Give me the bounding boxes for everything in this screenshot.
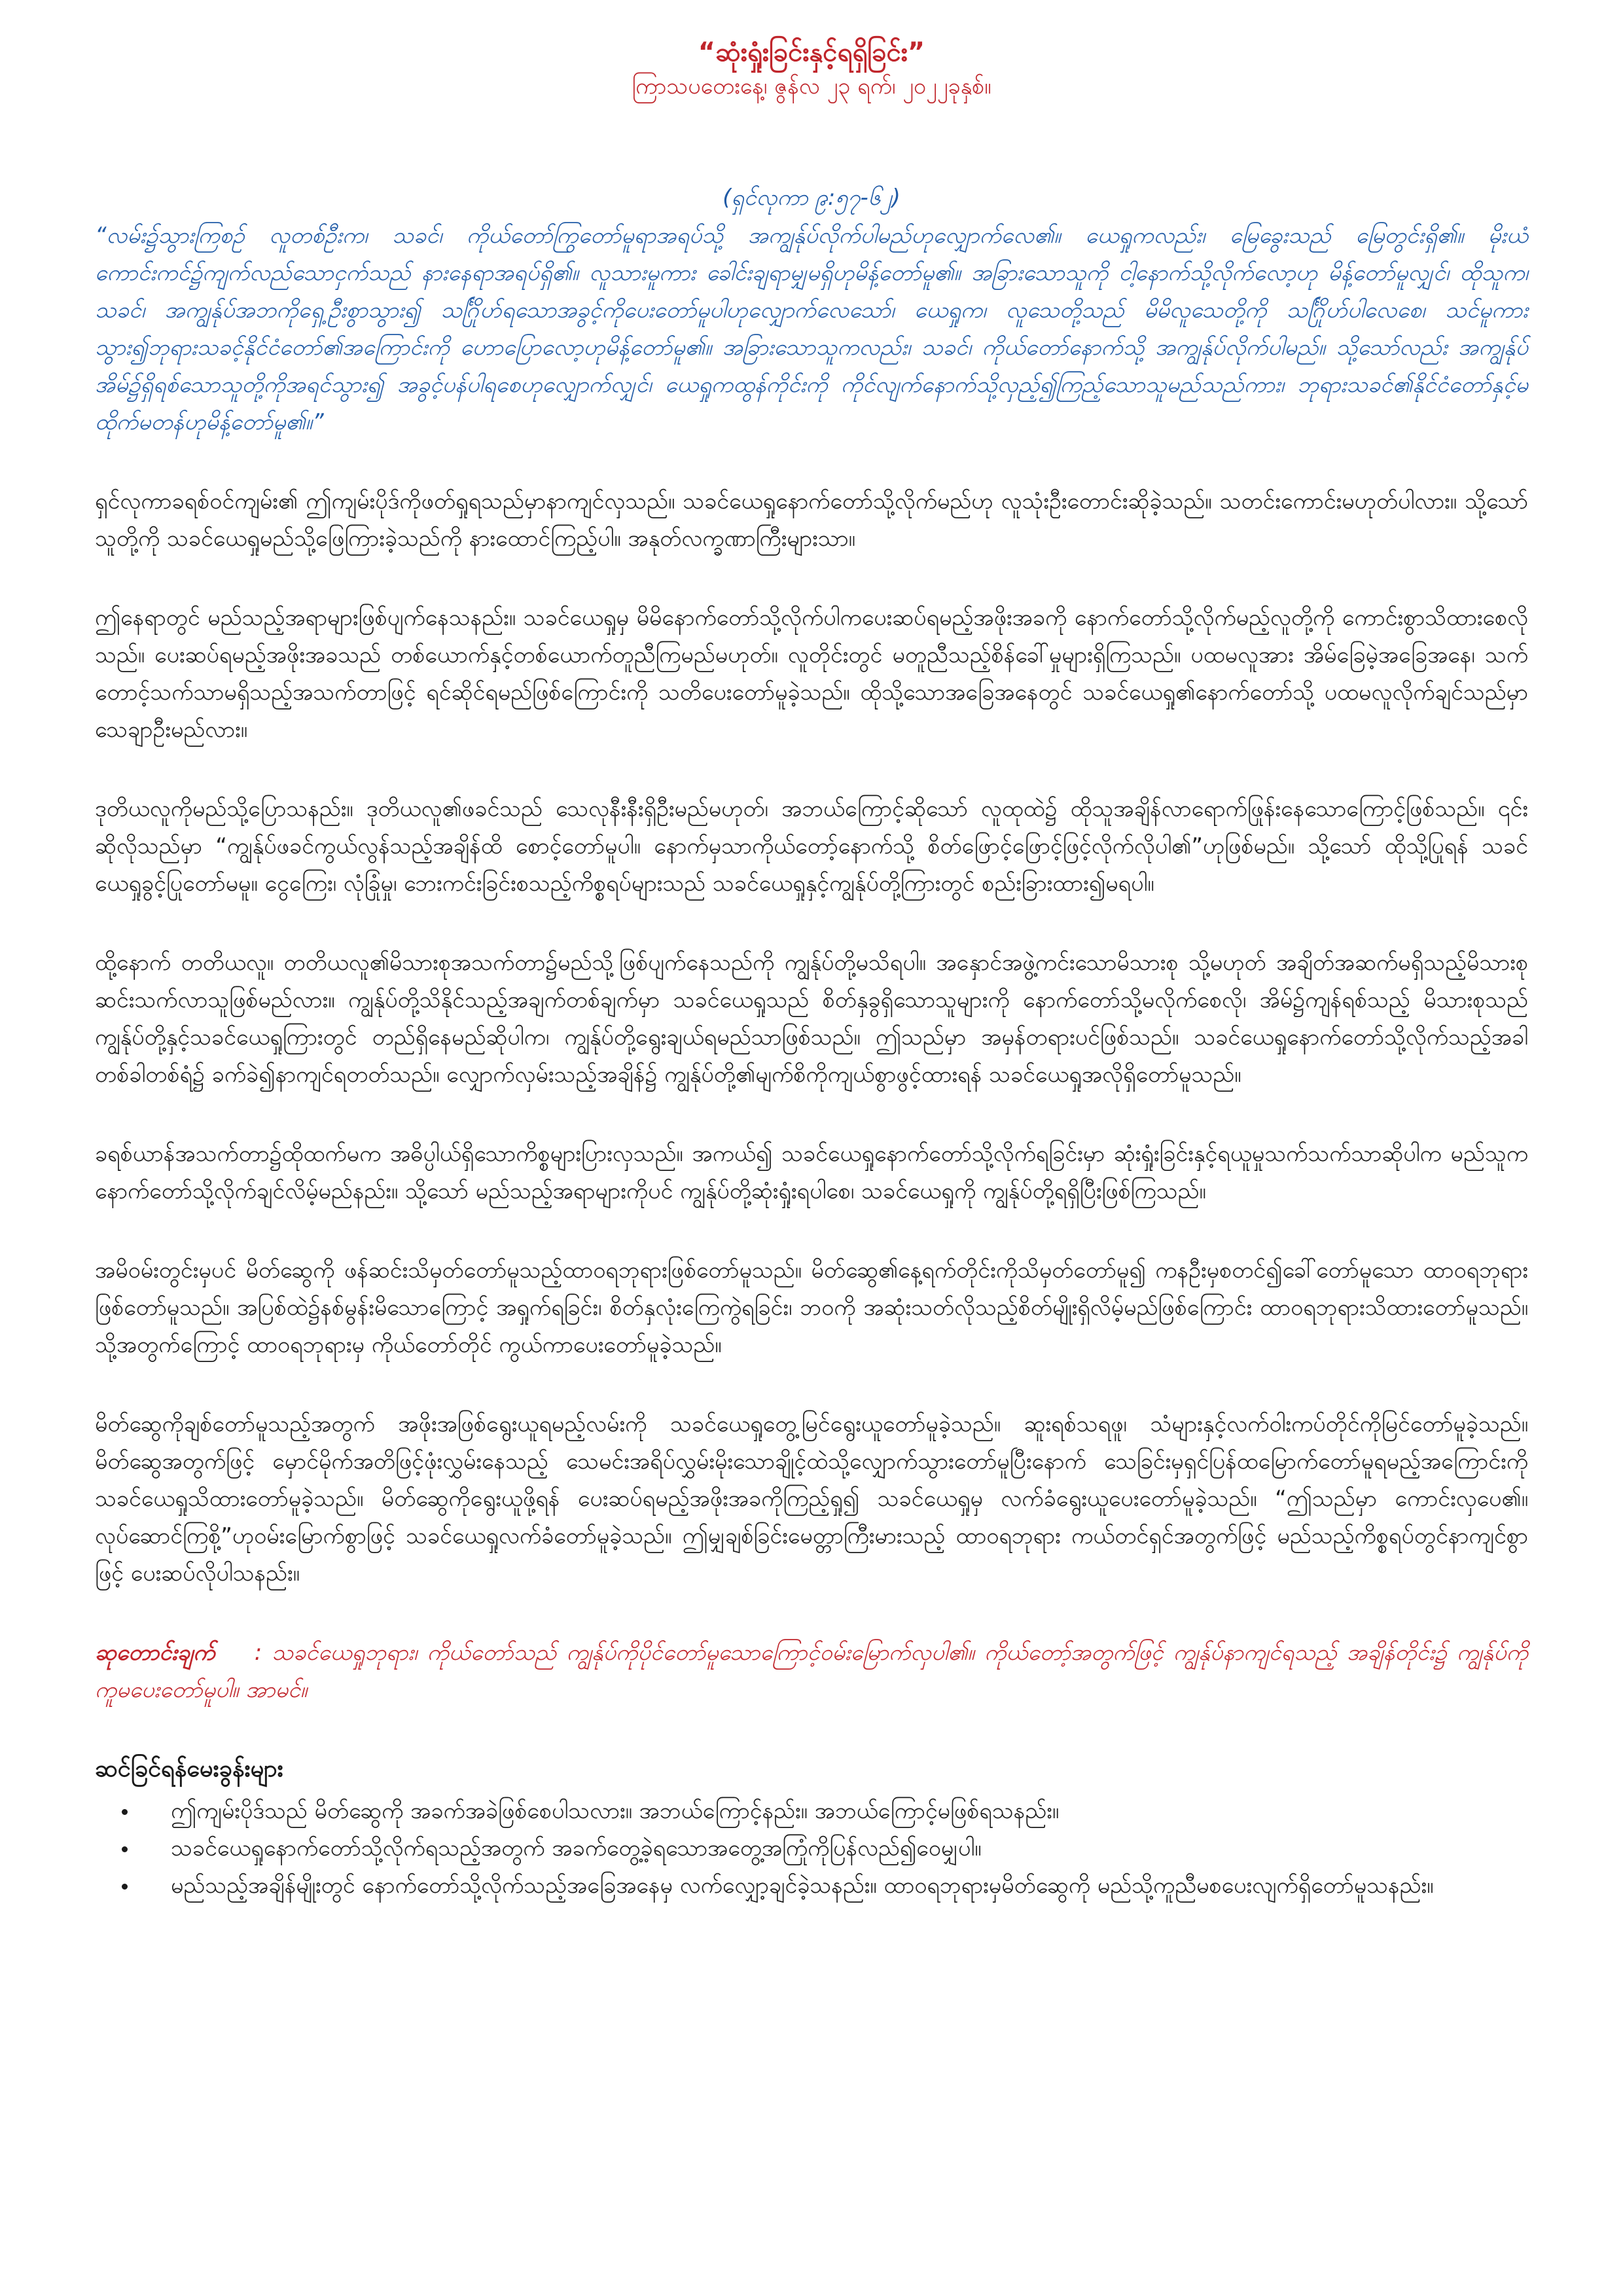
scripture-reference: (ရှင်လုကာ ၉:၅၇-၆၂) xyxy=(722,185,901,211)
body-paragraph-4: ထို့နောက် တတိယလူ။ တတိယလူ၏မိသားစုအသက်တာ၌မည်သို့ဖြစ်ပျက်နေသည်ကို ကျွန်ုပ်တို့မသိရပါ။ အနှောင်အဖွဲ့ကင်းသောမိသားစု သို့မဟုတ် အချိတ်အဆက်မရှိသည့်မိသားစုဆင်းသက်လာသူဖြစ်မည်လား။ ကျွန်ုပ်တို့သိနိုင်သည့်အချက်တစ်ချက်မှာ သခင်ယေရှုသည် စိတ်နှခွရှိသောသူများကို နောက်တော်သို့မလိုက်စေလို၊ အိမ်၌ကျန်ရစ်သည့် မိသားစုသည် ကျွန်ုပ်တို့နှင့်သခင်ယေရှုကြားတွင် တည်ရှိနေမည်ဆိုပါက၊ ကျွန်ုပ်တို့ရွေးချယ်ရမည်သာဖြစ်သည်။ ဤသည်မှာ အမှန်တရားပင်ဖြစ်သည်။ သခင်ယေရှုနောက်တော်သို့လိုက်သည့်အခါ တစ်ခါတစ်ရံ၌ ခက်ခဲ၍နာကျင်ရတတ်သည်။ လျှောက်လှမ်းသည့်အချိန်၌ ကျွန်ုပ်တို့၏မျက်စိကိုကျယ်စွာဖွင့်ထားရန် သခင်ယေရှုအလိုရှိတော်မူသည်။ xyxy=(95,950,1528,1088)
body-paragraph-5: ခရစ်ယာန်အသက်တာ၌ထိုထက်မက အဓိပ္ပါယ်ရှိသောကိစ္စများပြားလှသည်။ အကယ်၍ သခင်ယေရှုနောက်တော်သို့လိုက်ရခြင်းမှာ ဆုံးရှုံးခြင်းနှင့်ရယူမှုသက်သက်သာဆိုပါက မည်သူက နောက်တော်သို့လိုက်ချင်လိမ့်မည်နည်း။ သို့သော် မည်သည့်အရာများကိုပင် ကျွန်ုပ်တို့ဆုံးရှုံးရပါစေ၊ သခင်ယေရှုကို ကျွန်ုပ်တို့ရရှိပြီးဖြစ်ကြသည်။ xyxy=(95,1141,1528,1204)
prayer-label: ဆုတောင်းချက် xyxy=(95,1640,215,1666)
devotional-page xyxy=(95,26,1528,1905)
body-paragraph-3: ဒုတိယလူကိုမည်သို့ပြောသနည်း။ ဒုတိယလူ၏ဖခင်သည် သေလုနီးနီးရှိဦးမည်မဟုတ်၊ အဘယ်ကြောင့်ဆိုသော် လူထုထဲ၌ ထိုသူအချိန်လာရောက်ဖြုန်းနေသောကြောင့်ဖြစ်သည်။ ၎င်းဆိုလိုသည်မှာ “ကျွန်ုပ်ဖခင်ကွယ်လွန်သည့်အချိန်ထိ စောင့်တော်မူပါ။ နောက်မှသာကိုယ်တော့်နောက်သို့ စိတ်ဖြောင့်ဖြောင့်ဖြင့်လိုက်လိုပါ၏”ဟုဖြစ်မည်။ သို့သော် ထိုသို့ပြုရန် သခင်ယေရှုခွင့်ပြုတော်မမူ။ ငွေကြေး၊ လုံခြုံမှု၊ ဘေးကင်းခြင်းစသည့်ကိစ္စရပ်များသည် သခင်ယေရှုနှင့်ကျွန်ုပ်တို့ကြားတွင် စည်းခြားထား၍မရပါ။ xyxy=(95,796,1528,897)
page-title: “ဆုံးရှုံးခြင်းနှင့်ရရှိခြင်း” xyxy=(698,37,925,67)
body-paragraph-6: အမိဝမ်းတွင်းမှပင် မိတ်ဆွေကို ဖန်ဆင်းသိမှတ်တော်မူသည့်ထာဝရဘုရားဖြစ်တော်မူသည်။ မိတ်ဆွေ၏နေ့ရက်တိုင်းကိုသိမှတ်တော်မူ၍ ကနဦးမှစတင်၍ခေါ်တော်မူသော ထာဝရဘုရားဖြစ်တော်မူသည်။ အပြစ်ထဲ၌နစ်မွန်းမိသောကြောင့် အရှုက်ရခြင်း၊ စိတ်နှလုံးကြေကွဲရခြင်း၊ ဘဝကို အဆုံးသတ်လိုသည့်စိတ်မျိုးရှိလိမ့်မည်ဖြစ်ကြောင်း ထာဝရဘုရားသိထားတော်မူသည်။ သို့အတွက်ကြောင့် ထာဝရဘုရားမှ ကိုယ်တော်တိုင် ကွယ်ကာပေးတော်မူခဲ့သည်။ xyxy=(95,1257,1528,1358)
body-paragraph-7: မိတ်ဆွေကိုချစ်တော်မူသည့်အတွက် အဖိုးအဖြစ်ရွေးယူရမည့်လမ်းကို သခင်ယေရှုတွေ့မြင်ရွေးယူတော်မူခဲ့သည်။ ဆူးရစ်သရဖူ၊ သံများနှင့်လက်ဝါးကပ်တိုင်ကိုမြင်တော်မူခဲ့သည်။ မိတ်ဆွေအတွက်ဖြင့် မှောင်မိုက်အတိဖြင့်ဖုံးလွှမ်းနေသည့် သေမင်းအရိပ်လွှမ်းမိုးသောချိုင့်ထဲသို့လျှောက်သွားတော်မူပြီးနောက် သေခြင်းမှရှင်ပြန်ထမြောက်တော်မူရမည့်အကြောင်းကို သခင်ယေရှုသိထားတော်မူခဲ့သည်။ မိတ်ဆွေကိုရွေးယူဖို့ရန် ပေးဆပ်ရမည့်အဖိုးအခကိုကြည့်ရှု၍ သခင်ယေရှုမှ လက်ခံရွေးယူပေးတော်မူခဲ့သည်။ “ဤသည်မှာ ကောင်းလှပေ၏။ လုပ်ဆောင်ကြစို့”ဟုဝမ်းမြောက်စွာဖြင့် သခင်ယေရှုလက်ခံတော်မူခဲ့သည်။ ဤမျှချစ်ခြင်းမေတ္တာကြီးမားသည့် ထာဝရဘုရား ကယ်တင်ရှင်အတွက်ဖြင့် မည်သည့်ကိစ္စရပ်တွင်နာကျင်စွာဖြင့် ပေးဆပ်လိုပါသနည်း။ xyxy=(95,1411,1528,1587)
body-paragraph-2: ဤနေရာတွင် မည်သည့်အရာများဖြစ်ပျက်နေသနည်း။ သခင်ယေရှုမှ မိမိနောက်တော်သို့လိုက်ပါကပေးဆပ်ရမည့်အဖိုးအခကို နောက်တော်သို့လိုက်မည့်လူတို့ကို ကောင်းစွာသိထားစေလိုသည်။ ပေးဆပ်ရမည့်အဖိုးအခသည် တစ်ယောက်နှင့်တစ်ယောက်တူညီကြမည်မဟုတ်။ လူတိုင်းတွင် မတူညီသည့်စိန်ခေါ်မှုများရှိကြသည်။ ပထမလူအား အိမ်ခြေမဲ့အခြေအနေ၊ သက်တောင့်သက်သာမရှိသည့်အသက်တာဖြင့် ရင်ဆိုင်ရမည်ဖြစ်ကြောင်းကို သတိပေးတော်မူခဲ့သည်။ ထိုသို့သောအခြေအနေတွင် သခင်ယေရှု၏နောက်တော်သို့ ပထမလူလိုက်ချင်သည်မှာ သေချာဦးမည်လား။ xyxy=(95,605,1528,743)
question-item-2: • သခင်ယေရှုနောက်တော်သို့လိုက်ရသည့်အတွက် အခက်တွေ့ခဲ့ရသောအတွေ့အကြုံကိုပြန်လည်၍ဝေမျှပါ။ xyxy=(138,1830,1528,1867)
page-date: ကြာသပတေးနေ့၊ ဇွန်လ ၂၃ ရက်၊ ၂၀၂၂ခုနှစ်။ xyxy=(632,73,991,99)
question-item-3: • မည်သည့်အချိန်မျိုးတွင် နောက်တော်သို့လိုက်သည့်အခြေအနေမှ လက်လျှော့ချင်ခဲ့သနည်း။ ထာဝရဘုရားမှမိတ်ဆွေကို မည်သို့ကူညီမစပေးလျက်ရှိတော်မူသနည်း။ xyxy=(138,1867,1528,1905)
prayer-text: : သခင်ယေရှုဘုရား၊ ကိုယ်တော်သည် ကျွန်ုပ်ကိုပိုင်တော်မူသောကြောင့်ဝမ်းမြောက်လှပါ၏။ ကိုယ်တော့်အတွက်ဖြင့် ကျွန်ုပ်နာကျင်ရသည့် အချိန်တိုင်း၌ ကျွန်ုပ်ကိုကူမပေးတော်မူပါ။ အာမင်။ xyxy=(95,1640,1528,1703)
scripture-text: “လမ်း၌သွားကြစဉ် လူတစ်ဦးက၊ သခင်၊ ကိုယ်တော်ကြွတော်မူရာအရပ်သို့ အကျွန်ုပ်လိုက်ပါမည်ဟုလျှောက်လေ၏။ ယေရှုကလည်း၊ မြေခွေးသည် မြေတွင်းရှိ၏။ မိုးယံကောင်းကင်၌ကျက်လည်သောငှက်သည် နားနေရာအရပ်ရှိ၏။ လူသားမူကား ခေါင်းချရာမျှမရှိဟုမိန့်တော်မူ၏။ အခြားသောသူကို ငါ့နောက်သို့လိုက်လော့ဟု မိန့်တော်မူလျှင်၊ ထိုသူက၊ သခင်၊ အကျွန်ုပ်အဘကိုရှေ့ဦးစွာသွား၍ သင်္ဂြိုဟ်ရသောအခွင့်ကိုပေးတော်မူပါဟုလျှောက်လေသော်၊ ယေရှုက၊ လူသေတို့သည် မိမိလူသေတို့ကို သင်္ဂြိုဟ်ပါလေစေ၊ သင်မူကား သွား၍ဘုရားသခင့်နိုင်ငံတော်၏အကြောင်းကို ဟောပြောလော့ဟုမိန့်တော်မူ၏။ အခြားသောသူကလည်း၊ သခင်၊ ကိုယ်တော်နောက်သို့ အကျွန်ုပ်လိုက်ပါမည်။ သို့သော်လည်း အကျွန်ုပ်အိမ်၌ရှိရစ်သောသူတို့ကိုအရင်သွား၍ အခွင့်ပန်ပါရစေဟုလျှောက်လျှင်၊ ယေရှုကထွန်ကိုင်းကို ကိုင်လျက်နောက်သို့လှည့်၍ကြည့်သောသူမည်သည်ကား၊ ဘုရားသခင်၏နိုင်ငံတော်နှင့်မထိုက်မတန်ဟုမိန့်တော်မူ၏။” xyxy=(95,223,1528,435)
question-item-1: • ဤကျမ်းပိုဒ်သည် မိတ်ဆွေကို အခက်အခဲဖြစ်စေပါသလား။ အဘယ်ကြောင့်နည်း။ အဘယ်ကြောင့်မဖြစ်ရသနည်း။ xyxy=(138,1793,1528,1830)
body-paragraph-1: ရှင်လုကာခရစ်ဝင်ကျမ်း၏ ဤကျမ်းပိုဒ်ကိုဖတ်ရှုရသည်မှာနာကျင်လှသည်။ သခင်ယေရှုနောက်တော်သို့လိုက်မည်ဟု လူသုံးဦးတောင်းဆိုခဲ့သည်။ သတင်းကောင်းမဟုတ်ပါလား။ သို့သော် သူတို့ကို သခင်ယေရှုမည်သို့ဖြေကြားခဲ့သည်ကို နားထောင်ကြည့်ပါ။ အနုတ်လက္ခဏာကြီးများသာ။ xyxy=(95,488,1528,552)
questions-list xyxy=(95,1793,1528,1905)
prayer-block xyxy=(95,1634,1528,1709)
questions-heading: ဆင်ခြင်ရန်မေးခွန်းများ xyxy=(95,1755,283,1782)
